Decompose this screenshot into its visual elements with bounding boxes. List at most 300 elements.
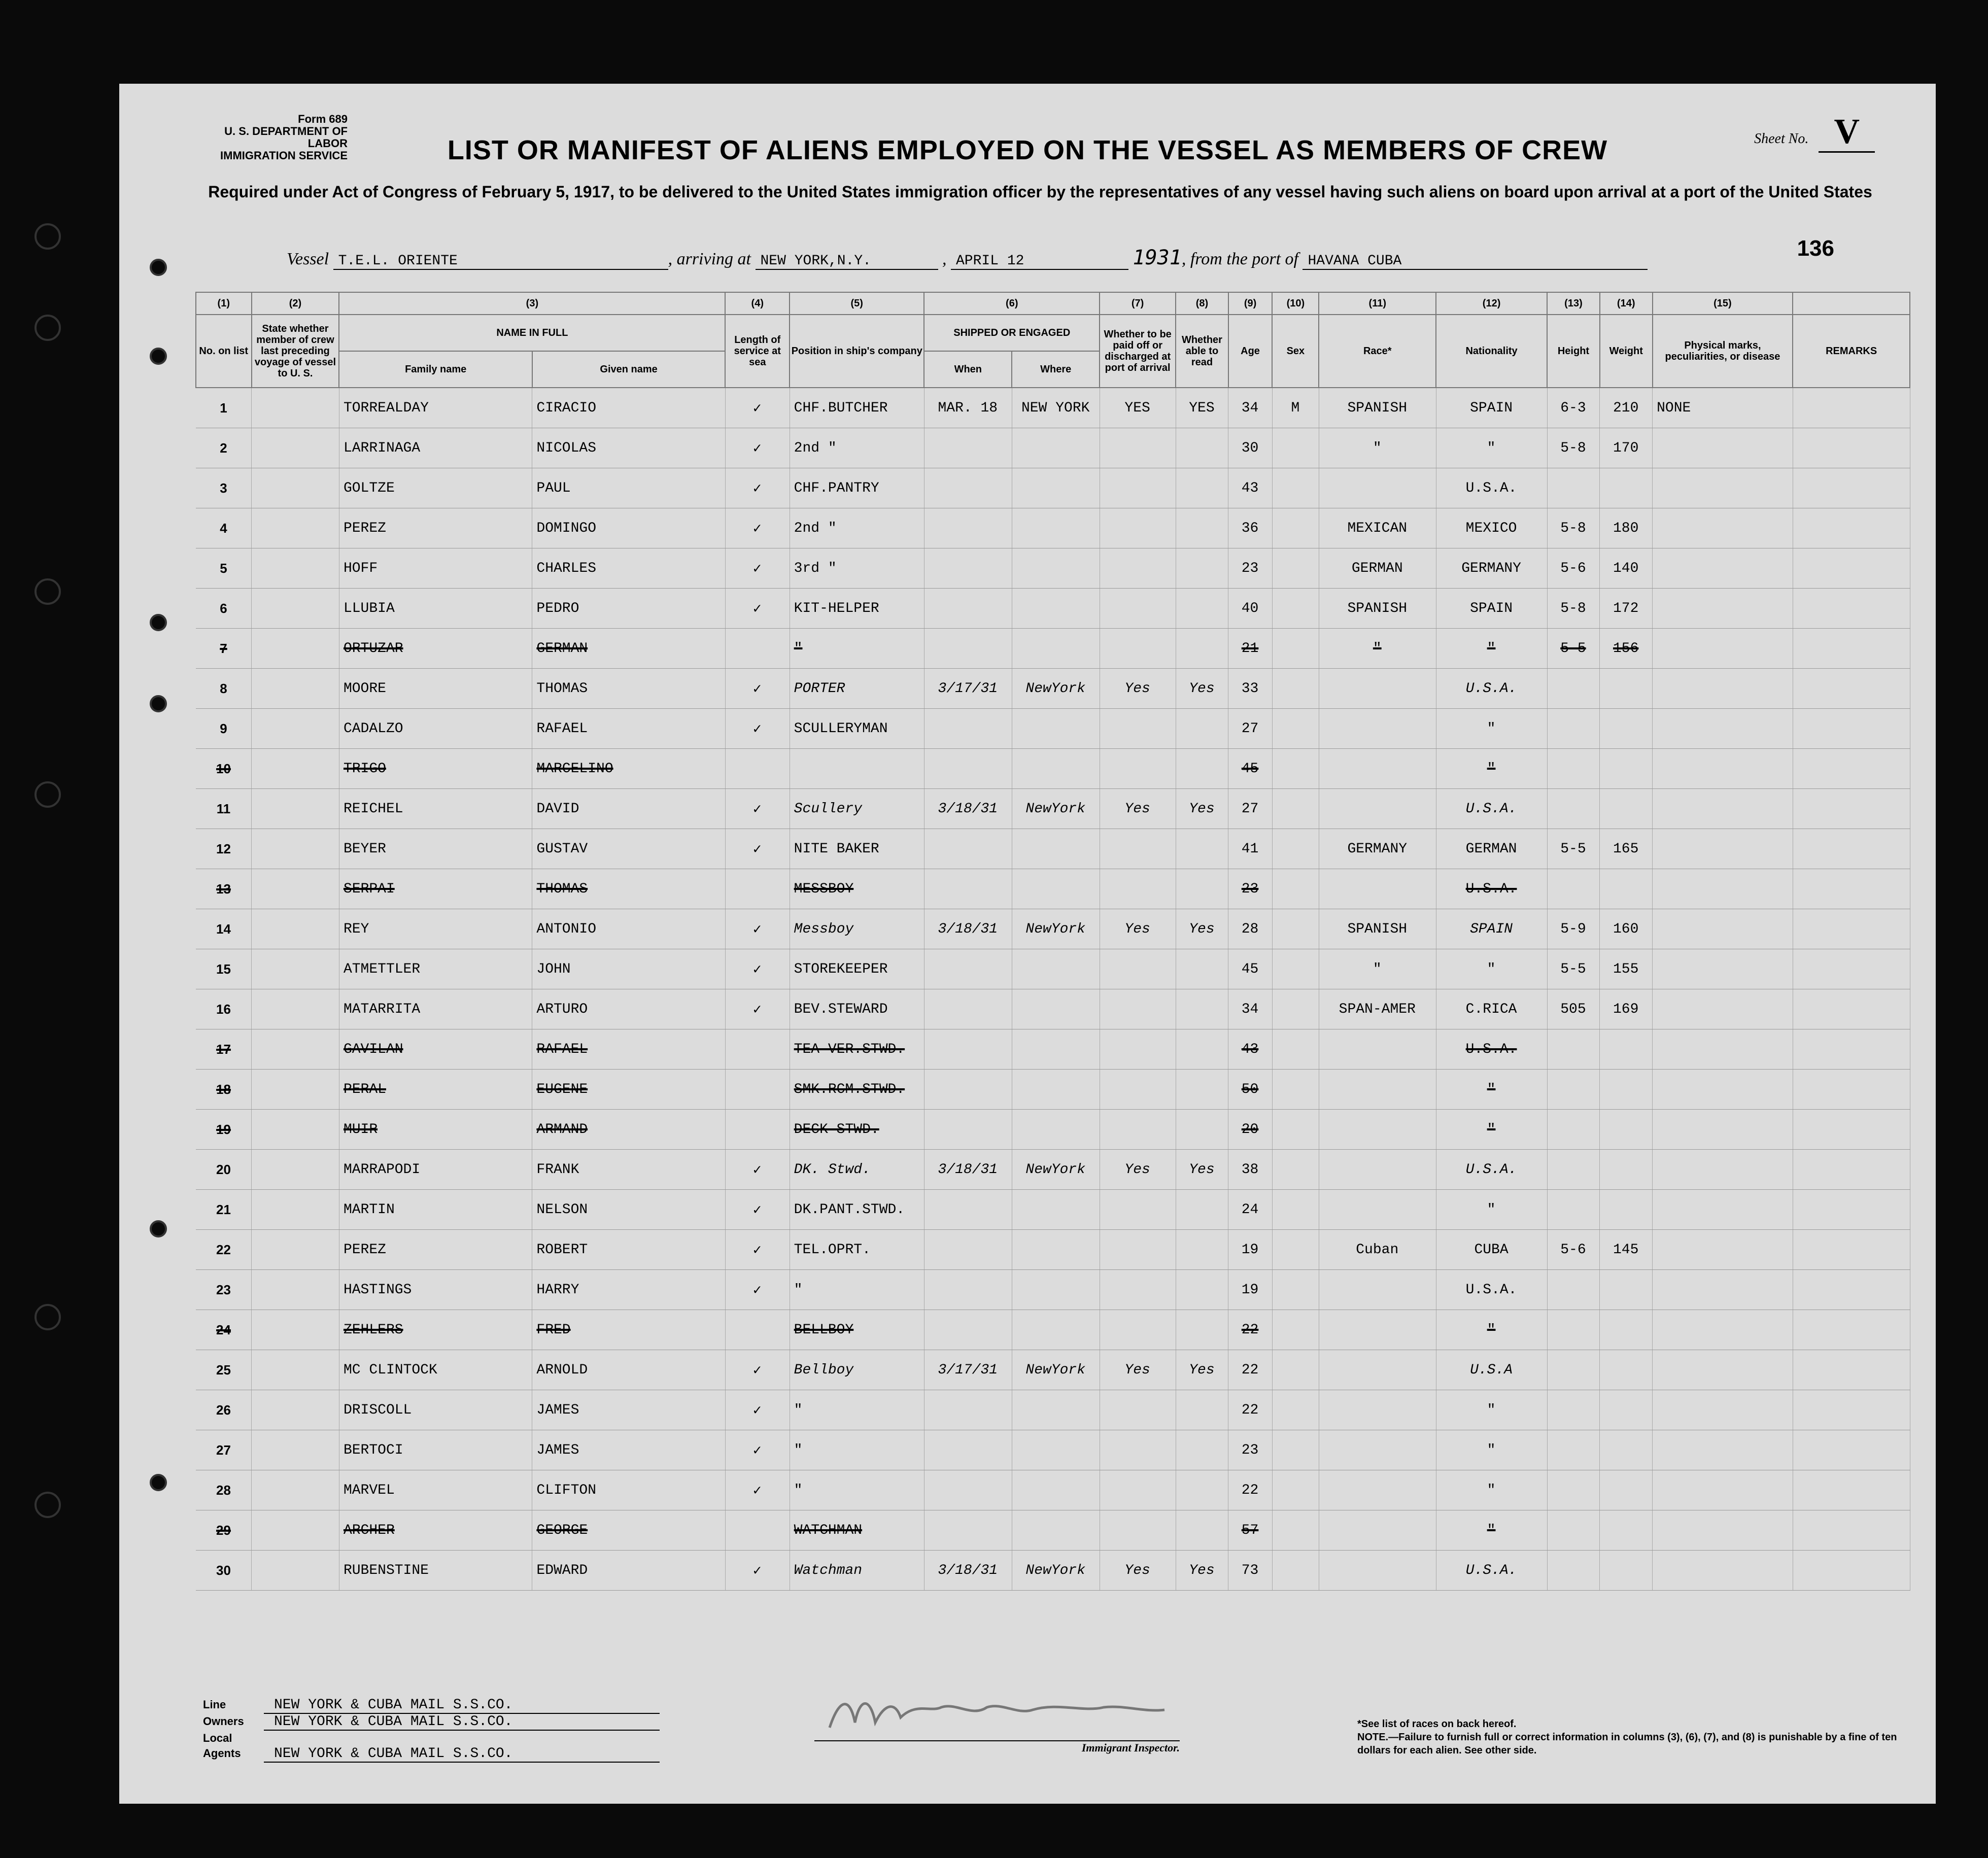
age: 45 [1228, 949, 1272, 989]
paid-off [1100, 949, 1176, 989]
arrival-date: APRIL 12 [951, 253, 1128, 270]
service-check: ✓ [725, 1551, 790, 1591]
shipped-where [1012, 709, 1100, 749]
nationality: " [1436, 749, 1547, 789]
arrival-year: 1931 [1133, 246, 1182, 269]
service-check: ✓ [725, 669, 790, 709]
physical-marks [1653, 909, 1793, 949]
table-row [196, 1350, 1910, 1390]
sex [1272, 829, 1319, 869]
able-to-read [1176, 468, 1228, 508]
service-check [725, 1070, 790, 1110]
remarks-cell [1793, 1470, 1910, 1510]
able-to-read [1176, 1390, 1228, 1430]
race [1319, 1270, 1436, 1310]
race [1319, 869, 1436, 909]
colnum: (13) [1547, 292, 1600, 315]
table-row [196, 789, 1910, 829]
race [1319, 1390, 1436, 1430]
physical-marks [1653, 428, 1793, 468]
weight [1600, 468, 1653, 508]
shipped-when [924, 1230, 1012, 1270]
weight [1600, 1270, 1653, 1310]
paid-off [1100, 629, 1176, 669]
age: 38 [1228, 1150, 1272, 1190]
nationality: MEXICO [1436, 508, 1547, 548]
previous-voyage-cell [252, 909, 339, 949]
shipped-where [1012, 829, 1100, 869]
physical-marks [1653, 829, 1793, 869]
height [1547, 1150, 1600, 1190]
line-row [203, 1697, 660, 1714]
able-to-read: Yes [1176, 909, 1228, 949]
race: SPAN-AMER [1319, 989, 1436, 1029]
table-row [196, 589, 1910, 629]
row-number: 19 [196, 1110, 252, 1150]
given-name: THOMAS [532, 869, 725, 909]
physical-marks [1653, 1270, 1793, 1310]
height: 505 [1547, 989, 1600, 1029]
remarks-cell [1793, 1350, 1910, 1390]
sex [1272, 1510, 1319, 1551]
able-to-read [1176, 749, 1228, 789]
departure-port: HAVANA CUBA [1303, 253, 1648, 270]
weight: 165 [1600, 829, 1653, 869]
family-name: BEYER [339, 829, 532, 869]
paid-off [1100, 1390, 1176, 1430]
race [1319, 1470, 1436, 1510]
family-name: ORTUZAR [339, 629, 532, 669]
given-name: ARNOLD [532, 1350, 725, 1390]
shipped-where: NewYork [1012, 1150, 1100, 1190]
remarks-cell [1793, 1430, 1910, 1470]
row-number: 27 [196, 1430, 252, 1470]
shipped-when [924, 949, 1012, 989]
age: 34 [1228, 388, 1272, 428]
position: 2nd " [790, 428, 924, 468]
service-check: ✓ [725, 1270, 790, 1310]
given-name: THOMAS [532, 669, 725, 709]
owners-value: NEW YORK & CUBA MAIL S.S.CO. [264, 1714, 660, 1731]
age: 57 [1228, 1510, 1272, 1551]
weight: 169 [1600, 989, 1653, 1029]
remarks-cell [1793, 1390, 1910, 1430]
race [1319, 709, 1436, 749]
nationality: " [1436, 1110, 1547, 1150]
position: " [790, 1390, 924, 1430]
physical-marks [1653, 1390, 1793, 1430]
service-check: ✓ [725, 428, 790, 468]
service-check: ✓ [725, 1230, 790, 1270]
shipped-where [1012, 1430, 1100, 1470]
given-name: GUSTAV [532, 829, 725, 869]
family-name: MC CLINTOCK [339, 1350, 532, 1390]
remarks-cell [1793, 989, 1910, 1029]
given-name: ROBERT [532, 1230, 725, 1270]
footnote-races: *See list of races on back hereof. [1357, 1718, 1517, 1730]
colnum: (9) [1228, 292, 1272, 315]
service-check [725, 1310, 790, 1350]
position: Messboy [790, 909, 924, 949]
weight [1600, 789, 1653, 829]
arriving-label: , arriving at [668, 250, 751, 268]
header-sex: Sex [1272, 315, 1319, 388]
agents-value: NEW YORK & CUBA MAIL S.S.CO. [264, 1746, 660, 1763]
row-number: 24 [196, 1310, 252, 1350]
paid-off [1100, 428, 1176, 468]
sex [1272, 508, 1319, 548]
race: " [1319, 949, 1436, 989]
weight [1600, 1470, 1653, 1510]
header-nationality: Nationality [1436, 315, 1547, 388]
physical-marks [1653, 789, 1793, 829]
weight: 210 [1600, 388, 1653, 428]
age: 28 [1228, 909, 1272, 949]
header-age: Age [1228, 315, 1272, 388]
remarks-cell [1793, 1230, 1910, 1270]
nationality: CUBA [1436, 1230, 1547, 1270]
header-height: Height [1547, 315, 1600, 388]
height [1547, 1551, 1600, 1591]
previous-voyage-cell [252, 589, 339, 629]
row-number: 11 [196, 789, 252, 829]
given-name: ANTONIO [532, 909, 725, 949]
table-row [196, 1110, 1910, 1150]
agents-label: Local Agents [203, 1732, 241, 1760]
height: 5-6 [1547, 1230, 1600, 1270]
shipped-where: NewYork [1012, 1350, 1100, 1390]
physical-marks [1653, 869, 1793, 909]
table-row [196, 869, 1910, 909]
remarks-cell [1793, 1110, 1910, 1150]
remarks-cell [1793, 1310, 1910, 1350]
header-shipped: SHIPPED OR ENGAGED [924, 315, 1100, 351]
shipped-where [1012, 1110, 1100, 1150]
able-to-read [1176, 709, 1228, 749]
shipped-where [1012, 1310, 1100, 1350]
able-to-read [1176, 1230, 1228, 1270]
family-name: HOFF [339, 548, 532, 589]
header-marks: Physical marks, peculiarities, or disease [1653, 315, 1793, 388]
remarks-cell [1793, 869, 1910, 909]
family-name: MUIR [339, 1110, 532, 1150]
shipped-where [1012, 428, 1100, 468]
paid-off: Yes [1100, 789, 1176, 829]
paid-off [1100, 468, 1176, 508]
previous-voyage-cell [252, 468, 339, 508]
row-number: 28 [196, 1470, 252, 1510]
shipped-when [924, 1430, 1012, 1470]
punch-hole [150, 259, 167, 276]
binder-hole [35, 1304, 61, 1330]
given-name: EDWARD [532, 1551, 725, 1591]
sex [1272, 428, 1319, 468]
weight: 145 [1600, 1230, 1653, 1270]
weight: 156 [1600, 629, 1653, 669]
row-number: 26 [196, 1390, 252, 1430]
race: MEXICAN [1319, 508, 1436, 548]
shipped-where [1012, 1270, 1100, 1310]
given-name: JOHN [532, 949, 725, 989]
nationality: " [1436, 949, 1547, 989]
paid-off [1100, 989, 1176, 1029]
weight [1600, 1190, 1653, 1230]
age: 23 [1228, 1430, 1272, 1470]
position: CHF.PANTRY [790, 468, 924, 508]
service-check: ✓ [725, 589, 790, 629]
previous-voyage-cell [252, 1310, 339, 1350]
race [1319, 749, 1436, 789]
service-check: ✓ [725, 508, 790, 548]
height [1547, 1070, 1600, 1110]
shipped-when [924, 989, 1012, 1029]
family-name: PEREZ [339, 1230, 532, 1270]
paid-off [1100, 749, 1176, 789]
agents-row [203, 1731, 660, 1763]
previous-voyage-cell [252, 629, 339, 669]
previous-voyage-cell [252, 1390, 339, 1430]
race [1319, 1310, 1436, 1350]
nationality: " [1436, 428, 1547, 468]
weight [1600, 1350, 1653, 1390]
table-row [196, 669, 1910, 709]
colnum: (10) [1272, 292, 1319, 315]
remarks-cell [1793, 709, 1910, 749]
sex [1272, 629, 1319, 669]
service-check: ✓ [725, 1350, 790, 1390]
row-number: 20 [196, 1150, 252, 1190]
shipped-where [1012, 629, 1100, 669]
remarks-cell [1793, 1150, 1910, 1190]
race [1319, 1150, 1436, 1190]
nationality: C.RICA [1436, 989, 1547, 1029]
nationality: GERMAN [1436, 829, 1547, 869]
paid-off [1100, 1029, 1176, 1070]
table-row [196, 1430, 1910, 1470]
remarks-cell [1793, 589, 1910, 629]
position: " [790, 1270, 924, 1310]
previous-voyage-cell [252, 709, 339, 749]
height [1547, 1510, 1600, 1551]
shipped-where [1012, 869, 1100, 909]
able-to-read [1176, 989, 1228, 1029]
binder-hole [35, 1492, 61, 1518]
paid-off [1100, 1510, 1176, 1551]
paid-off [1100, 1110, 1176, 1150]
colnum: (2) [252, 292, 339, 315]
position: Watchman [790, 1551, 924, 1591]
previous-voyage-cell [252, 1230, 339, 1270]
inspector-signature [819, 1687, 1175, 1738]
able-to-read: Yes [1176, 1350, 1228, 1390]
able-to-read: Yes [1176, 789, 1228, 829]
row-number: 5 [196, 548, 252, 589]
weight [1600, 669, 1653, 709]
physical-marks [1653, 1350, 1793, 1390]
shipped-where [1012, 1390, 1100, 1430]
paid-off [1100, 548, 1176, 589]
shipped-where: NewYork [1012, 669, 1100, 709]
age: 27 [1228, 789, 1272, 829]
paid-off [1100, 709, 1176, 749]
physical-marks [1653, 749, 1793, 789]
family-name: TORREALDAY [339, 388, 532, 428]
race: GERMAN [1319, 548, 1436, 589]
physical-marks [1653, 508, 1793, 548]
paid-off: Yes [1100, 1150, 1176, 1190]
physical-marks [1653, 1150, 1793, 1190]
race: Cuban [1319, 1230, 1436, 1270]
sex [1272, 1070, 1319, 1110]
remarks-cell [1793, 1029, 1910, 1070]
paid-off: Yes [1100, 1551, 1176, 1591]
colnum: (8) [1176, 292, 1228, 315]
table-row [196, 1070, 1910, 1110]
family-name: GOLTZE [339, 468, 532, 508]
previous-voyage-cell [252, 1270, 339, 1310]
shipped-when [924, 1310, 1012, 1350]
height [1547, 1270, 1600, 1310]
family-name: PEREZ [339, 508, 532, 548]
service-check: ✓ [725, 548, 790, 589]
nationality: U.S.A. [1436, 1551, 1547, 1591]
header-service: Length of service at sea [725, 315, 790, 388]
physical-marks [1653, 1029, 1793, 1070]
previous-voyage-cell [252, 1510, 339, 1551]
sex [1272, 869, 1319, 909]
colnum: (15) [1653, 292, 1793, 315]
nationality: " [1436, 709, 1547, 749]
race [1319, 789, 1436, 829]
remarks-cell [1793, 949, 1910, 989]
row-number: 17 [196, 1029, 252, 1070]
table-row [196, 749, 1910, 789]
position: " [790, 629, 924, 669]
given-name: CIRACIO [532, 388, 725, 428]
service-check: ✓ [725, 1390, 790, 1430]
shipped-when [924, 1029, 1012, 1070]
position: " [790, 1430, 924, 1470]
age: 24 [1228, 1190, 1272, 1230]
previous-voyage-cell [252, 548, 339, 589]
weight: 155 [1600, 949, 1653, 989]
shipped-when: 3/18/31 [924, 1551, 1012, 1591]
shipped-where [1012, 1470, 1100, 1510]
family-name: REICHEL [339, 789, 532, 829]
given-name: DAVID [532, 789, 725, 829]
form-number: Form 689 [298, 113, 348, 125]
remarks-cell [1793, 1270, 1910, 1310]
shipped-where [1012, 1070, 1100, 1110]
punch-hole [150, 614, 167, 631]
family-name: PERAL [339, 1070, 532, 1110]
sex [1272, 1029, 1319, 1070]
row-number: 16 [196, 989, 252, 1029]
colnum: (6) [924, 292, 1100, 315]
physical-marks [1653, 1190, 1793, 1230]
paid-off [1100, 1310, 1176, 1350]
shipped-where [1012, 1190, 1100, 1230]
position: STOREKEEPER [790, 949, 924, 989]
able-to-read [1176, 1430, 1228, 1470]
weight [1600, 1029, 1653, 1070]
shipped-when [924, 1390, 1012, 1430]
paid-off: Yes [1100, 669, 1176, 709]
paid-off [1100, 829, 1176, 869]
row-number: 21 [196, 1190, 252, 1230]
age: 23 [1228, 548, 1272, 589]
colnum: (3) [339, 292, 725, 315]
position: BELLBOY [790, 1310, 924, 1350]
shipped-where: NewYork [1012, 789, 1100, 829]
height [1547, 669, 1600, 709]
paid-off [1100, 1190, 1176, 1230]
service-check: ✓ [725, 1150, 790, 1190]
age: 23 [1228, 869, 1272, 909]
height [1547, 1110, 1600, 1150]
age: 22 [1228, 1310, 1272, 1350]
header-paid-off: Whether to be paid off or discharged at port of arrival [1100, 315, 1176, 388]
voyage-line: Vessel T.E.L. ORIENTE , arriving at NEW YORK,N.Y. , APRIL 12 1931, from the port of HAVANA CUBA [287, 246, 1648, 270]
sex [1272, 989, 1319, 1029]
service-check: ✓ [725, 909, 790, 949]
department-name: U. S. DEPARTMENT OF LABOR [224, 125, 348, 150]
paid-off [1100, 1230, 1176, 1270]
previous-voyage-cell [252, 1029, 339, 1070]
age: 19 [1228, 1270, 1272, 1310]
height: 5-8 [1547, 428, 1600, 468]
weight [1600, 1510, 1653, 1551]
given-name: GERMAN [532, 629, 725, 669]
able-to-read [1176, 1190, 1228, 1230]
sex [1272, 1470, 1319, 1510]
physical-marks [1653, 468, 1793, 508]
physical-marks [1653, 669, 1793, 709]
sex [1272, 1390, 1319, 1430]
vessel-name: T.E.L. ORIENTE [333, 253, 668, 270]
shipped-where [1012, 989, 1100, 1029]
row-number: 30 [196, 1551, 252, 1591]
weight [1600, 1110, 1653, 1150]
shipped-when [924, 428, 1012, 468]
inspector-label: Immigrant Inspector. [814, 1740, 1180, 1754]
race: " [1319, 629, 1436, 669]
table-row [196, 949, 1910, 989]
shipped-when [924, 869, 1012, 909]
age: 43 [1228, 468, 1272, 508]
row-number: 29 [196, 1510, 252, 1551]
sex [1272, 1150, 1319, 1190]
sheet-label: Sheet No. [1754, 131, 1809, 147]
nationality: " [1436, 1430, 1547, 1470]
table-row [196, 909, 1910, 949]
table-row [196, 508, 1910, 548]
header-given-name: Given name [532, 351, 725, 388]
family-name: MOORE [339, 669, 532, 709]
height: 5-8 [1547, 589, 1600, 629]
able-to-read [1176, 1070, 1228, 1110]
family-name: MARVEL [339, 1470, 532, 1510]
previous-voyage-cell [252, 829, 339, 869]
position: Scullery [790, 789, 924, 829]
family-name: RUBENSTINE [339, 1551, 532, 1591]
row-number: 23 [196, 1270, 252, 1310]
weight [1600, 1150, 1653, 1190]
age: 22 [1228, 1390, 1272, 1430]
race: " [1319, 428, 1436, 468]
age: 30 [1228, 428, 1272, 468]
page-number: 136 [1797, 236, 1834, 261]
